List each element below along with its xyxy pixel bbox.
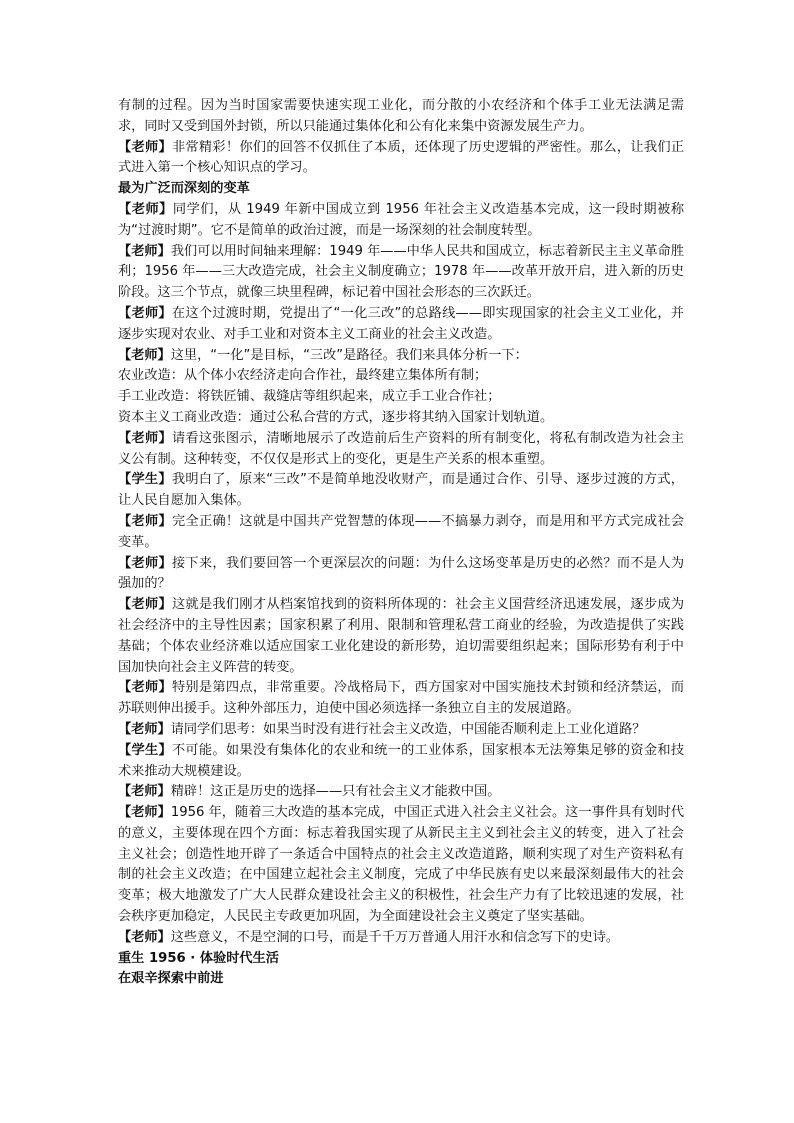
paragraph-text: 接下来，我们要回答一个更深层次的问题：为什么这场变革是历史的必然？而不是人为强加的？ — [118, 555, 685, 592]
paragraph — [118, 242, 684, 304]
paragraph — [118, 554, 684, 596]
paragraph — [118, 366, 684, 387]
paragraph-text: 手工业改造：将铁匠铺、裁缝店等组织起来，成立手工业合作社； — [118, 389, 501, 405]
section-heading — [118, 969, 684, 990]
speaker-label: 【老师】 — [118, 929, 171, 945]
paragraph-text: 农业改造：从个体小农经济走向合作社，最终建立集体所有制； — [118, 368, 488, 384]
speaker-label: 【老师】 — [118, 430, 172, 446]
paragraph-text: 非常精彩！你们的回答不仅抓住了本质，还体现了历史逻辑的严密性。那么，让我们正式进入第一个核心知识点的学习。 — [118, 139, 685, 176]
section-heading — [118, 179, 684, 200]
speaker-label: 【老师】 — [118, 805, 171, 821]
paragraph — [118, 429, 684, 471]
paragraph-text: 不可能。如果没有集体化的农业和统一的工业体系，国家根本无法筹集足够的资金和技术来推动大规模建设。 — [118, 742, 685, 779]
paragraph — [118, 595, 684, 678]
paragraph-text: 我明白了，原来“三改”不是简单地没收财产，而是通过合作、引导、逐步过渡的方式，让人民自愿加入集体。 — [118, 472, 684, 509]
speaker-label: 【老师】 — [118, 201, 173, 217]
speaker-label: 【老师】 — [118, 680, 172, 696]
paragraph-text: 在艰辛探索中前进 — [118, 971, 224, 987]
paragraph-text: 有制的过程。因为当时国家需要快速实现工业化，而分散的小农经济和个体手工业无法满足需求，同时又受到国外封锁，所以只能通过集体化和公有化来集中资源发展生产力。 — [118, 98, 684, 134]
paragraph — [118, 803, 684, 928]
paragraph-text: 我们可以用时间轴来理解：1949 年——中华人民共和国成立，标志着新民主主义革命胜利；1956 年——三大改造完成，社会主义制度确立；1978 年——改革开放开启，进入新的历史阶段。这三个节点，就像三块里程碑，标记着中国社会形态的三次跃迁。 — [118, 243, 685, 301]
speaker-label: 【老师】 — [118, 305, 172, 321]
paragraph — [118, 346, 684, 367]
paragraph — [118, 304, 684, 346]
paragraph-text: 最为广泛而深刻的变革 — [118, 181, 250, 197]
paragraph — [118, 200, 684, 242]
paragraph — [118, 678, 684, 720]
lesson-transcript — [118, 96, 684, 990]
speaker-label: 【学生】 — [118, 472, 172, 488]
paragraph-text: 资本主义工商业改造：通过公私合营的方式，逐步将其纳入国家计划轨道。 — [118, 409, 554, 425]
paragraph — [118, 408, 684, 429]
paragraph-text: 这些意义，不是空洞的口号，而是千千万万普通人用汗水和信念写下的史诗。 — [170, 929, 620, 945]
paragraph-text: 1956 年，随着三大改造的基本完成，中国正式进入社会主义社会。这一事件具有划时代的意义，主要体现在四个方面：标志着我国实现了从新民主主义到社会主义的转变，进入了社会主义社会；创造性地开辟了一条适合中国特点的社会主义改造道路，顺利实现了对生产资料私有制的社会主义改造；在中国建立起社会主义制度，完成了中华民族有史以来最深刻最伟大的社会变革；极大地激发了广大人民群众建设社会主义的积极性，社会生产力有了比较迅速的发展，社会秩序更加稳定，人民民主专政更加巩固，为全面建设社会主义奠定了坚实基础。 — [118, 805, 685, 925]
paragraph — [118, 470, 684, 512]
paragraph-text: 精辟！这正是历史的选择——只有社会主义才能救中国。 — [170, 784, 501, 800]
section-heading — [118, 949, 684, 970]
speaker-label: 【老师】 — [118, 784, 171, 800]
speaker-label: 【老师】 — [118, 243, 171, 259]
paragraph — [118, 720, 684, 741]
speaker-label: 【老师】 — [118, 555, 172, 571]
speaker-label: 【老师】 — [118, 139, 172, 155]
paragraph-text: 这里，“一化”是目标，“三改”是路径。我们来具体分析一下： — [170, 347, 528, 363]
paragraph — [118, 928, 684, 949]
speaker-label: 【老师】 — [118, 347, 171, 363]
speaker-label: 【老师】 — [118, 721, 171, 737]
speaker-label: 【老师】 — [118, 597, 172, 613]
speaker-label: 【学生】 — [118, 742, 172, 758]
paragraph-text: 特别是第四点，非常重要。冷战格局下，西方国家对中国实施技术封锁和经济禁运，而苏联则伸出援手。这种外部压力，迫使中国必须选择一条独立自主的发展道路。 — [118, 680, 685, 717]
paragraph — [118, 387, 684, 408]
paragraph — [118, 741, 684, 783]
paragraph-text: 完全正确！这就是中国共产党智慧的体现——不搞暴力剥夺，而是用和平方式完成社会变革。 — [118, 513, 685, 550]
paragraph — [118, 96, 684, 138]
speaker-label: 【老师】 — [118, 513, 172, 529]
paragraph-text: 请看这张图示，清晰地展示了改造前后生产资料的所有制变化，将私有制改造为社会主义公有制。这种转变，不仅仅是形式上的变化，更是生产关系的根本重塑。 — [118, 430, 685, 467]
paragraph — [118, 782, 684, 803]
paragraph-text: 请同学们思考：如果当时没有进行社会主义改造，中国能否顺利走上工业化道路？ — [170, 721, 646, 737]
paragraph — [118, 512, 684, 554]
paragraph-text: 重生 1956 · 体验时代生活 — [118, 950, 279, 966]
paragraph-text: 这就是我们刚才从档案馆找到的资料所体现的：社会主义国营经济迅速发展，逐步成为社会经济中的主导性因素；国家积累了利用、限制和管理私营工商业的经验，为改造提供了实践基础；个体农业经济难以适应国家工业化建设的新形势，迫切需要组织起来；国际形势有利于中国加快向社会主义阵营的转变。 — [118, 597, 685, 675]
paragraph — [118, 138, 684, 180]
paragraph-text: 同学们，从 1949 年新中国成立到 1956 年社会主义改造基本完成，这一段时期被称为“过渡时期”。它不是简单的政治过渡，而是一场深刻的社会制度转型。 — [118, 201, 685, 238]
paragraph-text: 在这个过渡时期，党提出了“一化三改”的总路线——即实现国家的社会主义工业化，并逐步实现对农业、对手工业和对资本主义工商业的社会主义改造。 — [118, 305, 684, 342]
